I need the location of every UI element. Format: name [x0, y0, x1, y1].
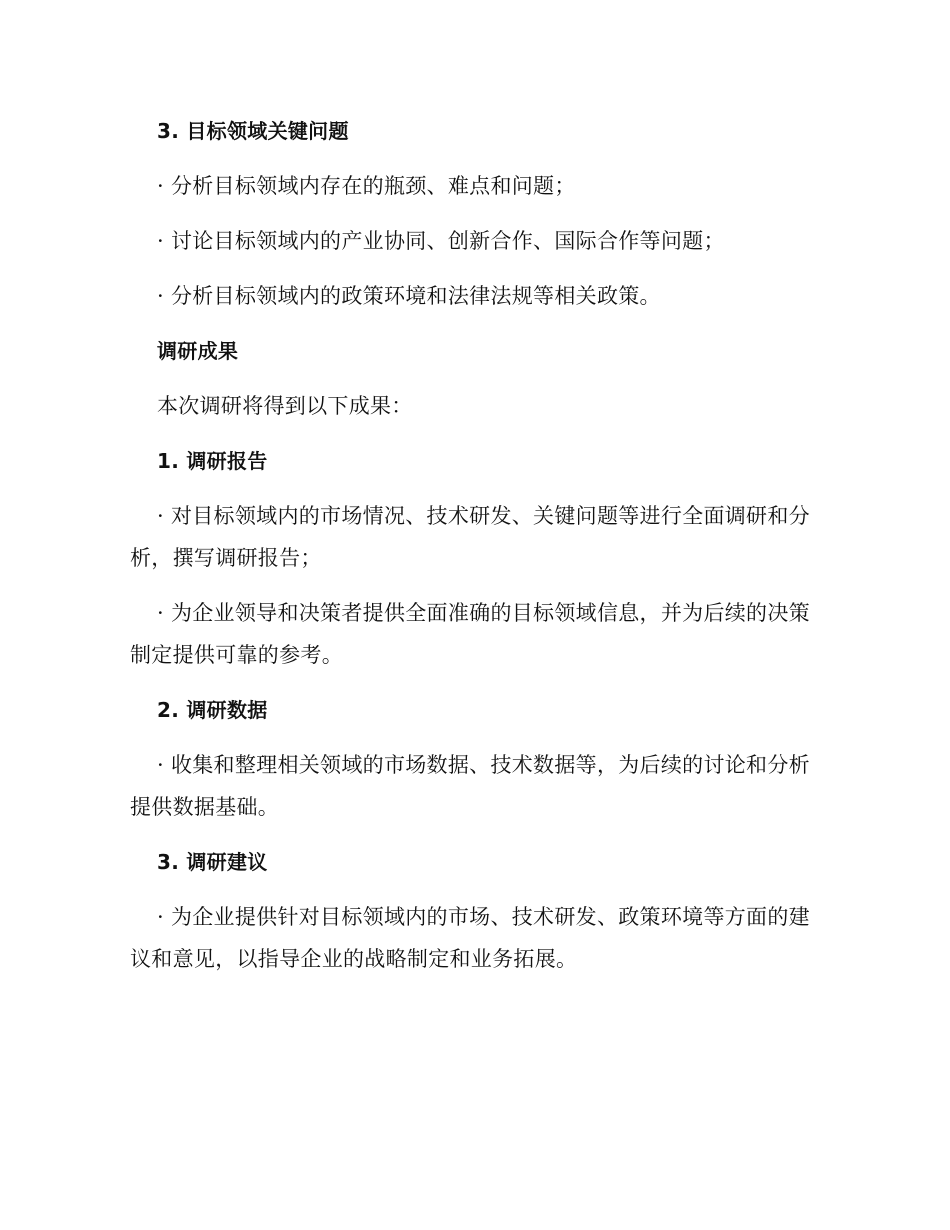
bullet-paragraph: · 为企业提供针对目标领域内的市场、技术研发、政策环境等方面的建议和意见，以指导企业的战略制定和业务拓展。	[130, 905, 810, 971]
section-heading-report: 1. 调研报告	[157, 449, 268, 473]
section-heading-data: 2. 调研数据	[157, 698, 268, 722]
section-heading-suggestions: 3. 调研建议	[157, 850, 268, 874]
section-heading-results: 调研成果	[157, 339, 239, 363]
bullet-paragraph: · 讨论目标领域内的产业协同、创新合作、国际合作等问题；	[157, 229, 725, 253]
bullet-paragraph: · 收集和整理相关领域的市场数据、技术数据等，为后续的讨论和分析提供数据基础。	[130, 753, 810, 819]
bullet-paragraph: · 分析目标领域内的政策环境和法律法规等相关政策。	[157, 284, 661, 308]
section-heading-key-issues: 3. 目标领域关键问题	[157, 119, 349, 143]
bullet-paragraph: · 对目标领域内的市场情况、技术研发、关键问题等进行全面调研和分析，撰写调研报告；	[130, 504, 810, 570]
bullet-paragraph: · 为企业领导和决策者提供全面准确的目标领域信息，并为后续的决策制定提供可靠的参考。	[130, 601, 810, 667]
bullet-paragraph: · 分析目标领域内存在的瓶颈、难点和问题；	[157, 174, 576, 198]
intro-paragraph: 本次调研将得到以下成果：	[157, 394, 413, 418]
